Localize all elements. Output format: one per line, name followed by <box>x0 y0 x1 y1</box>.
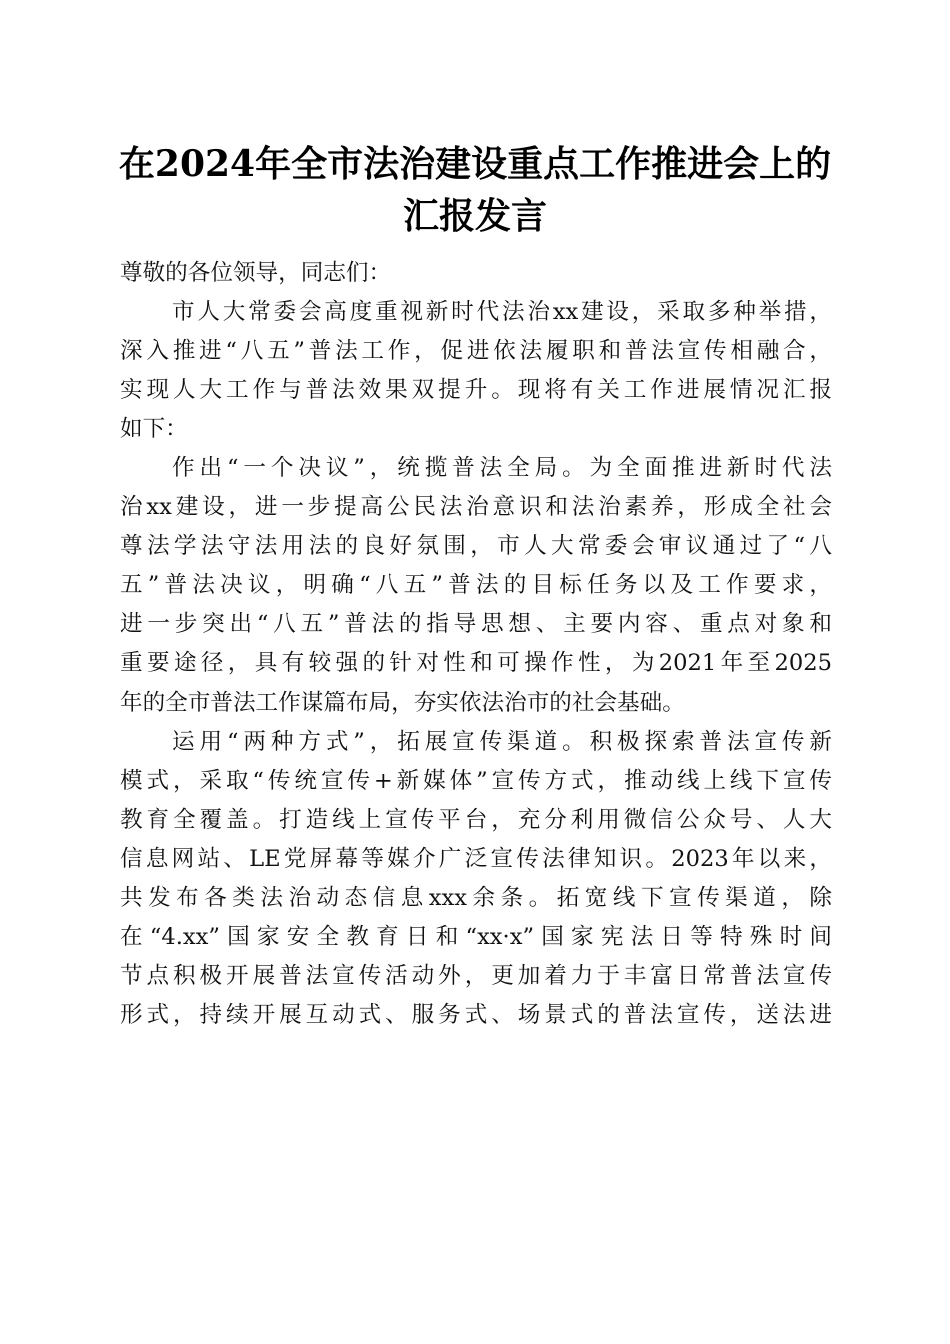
salutation: 尊敬的各位领导，同志们： <box>120 260 392 286</box>
paragraph-line: 尊法学法守法用法的良好氛围，市人大常委会审议通过了“八 <box>120 533 832 560</box>
paragraph-line: 治xx建设，进一步提高公民法治意识和法治素养，形成全社会 <box>120 494 832 521</box>
paragraph-line: 模式，采取“传统宣传+新媒体”宣传方式，推动线上线下宣传 <box>120 767 832 794</box>
paragraph-line: 信息网站、LE党屏幕等媒介广泛宣传法律知识。2023年以来， <box>120 845 832 872</box>
paragraph-line: 运用“两种方式”，拓展宣传渠道。积极探索普法宣传新 <box>172 728 832 755</box>
paragraph-line: 市人大常委会高度重视新时代法治xx建设，采取多种举措， <box>172 299 832 326</box>
paragraph-line: 实现人大工作与普法效果双提升。现将有关工作进展情况汇报 <box>120 377 832 404</box>
paragraph-line: 在“4.xx”国家安全教育日和“xx·x”国家宪法日等特殊时间 <box>120 923 832 950</box>
paragraph-1 <box>120 293 832 449</box>
paragraph-line: 共发布各类法治动态信息xxx余条。拓宽线下宣传渠道，除 <box>120 884 832 911</box>
paragraph-3 <box>120 723 832 1035</box>
paragraph-line: 深入推进“八五”普法工作，促进依法履职和普法宣传相融合， <box>120 338 832 365</box>
paragraph-line: 年的全市普法工作谋篇布局，夯实依法治市的社会基础。 <box>120 689 685 716</box>
paragraph-2 <box>120 449 832 722</box>
title-line-1: 在2024年全市法治建设重点工作推进会上的 <box>118 143 832 185</box>
paragraph-line: 重要途径，具有较强的针对性和可操作性，为2021年至2025 <box>120 650 832 677</box>
paragraph-line: 节点积极开展普法宣传活动外，更加着力于丰富日常普法宣传 <box>120 962 832 989</box>
paragraph-line: 作出“一个决议”，统揽普法全局。为全面推进新时代法 <box>172 455 832 482</box>
paragraph-line: 形式，持续开展互动式、服务式、场景式的普法宣传，送法进 <box>120 1001 832 1028</box>
title-line-2: 汇报发言 <box>402 195 547 237</box>
paragraph-line: 五”普法决议，明确“八五”普法的目标任务以及工作要求， <box>120 572 832 599</box>
document-title <box>100 138 850 242</box>
paragraph-line: 如下： <box>120 416 188 443</box>
paragraph-line: 教育全覆盖。打造线上宣传平台，充分利用微信公众号、人大 <box>120 806 832 833</box>
paragraph-line: 进一步突出“八五”普法的指导思想、主要内容、重点对象和 <box>120 611 832 638</box>
document-body <box>120 254 832 1035</box>
